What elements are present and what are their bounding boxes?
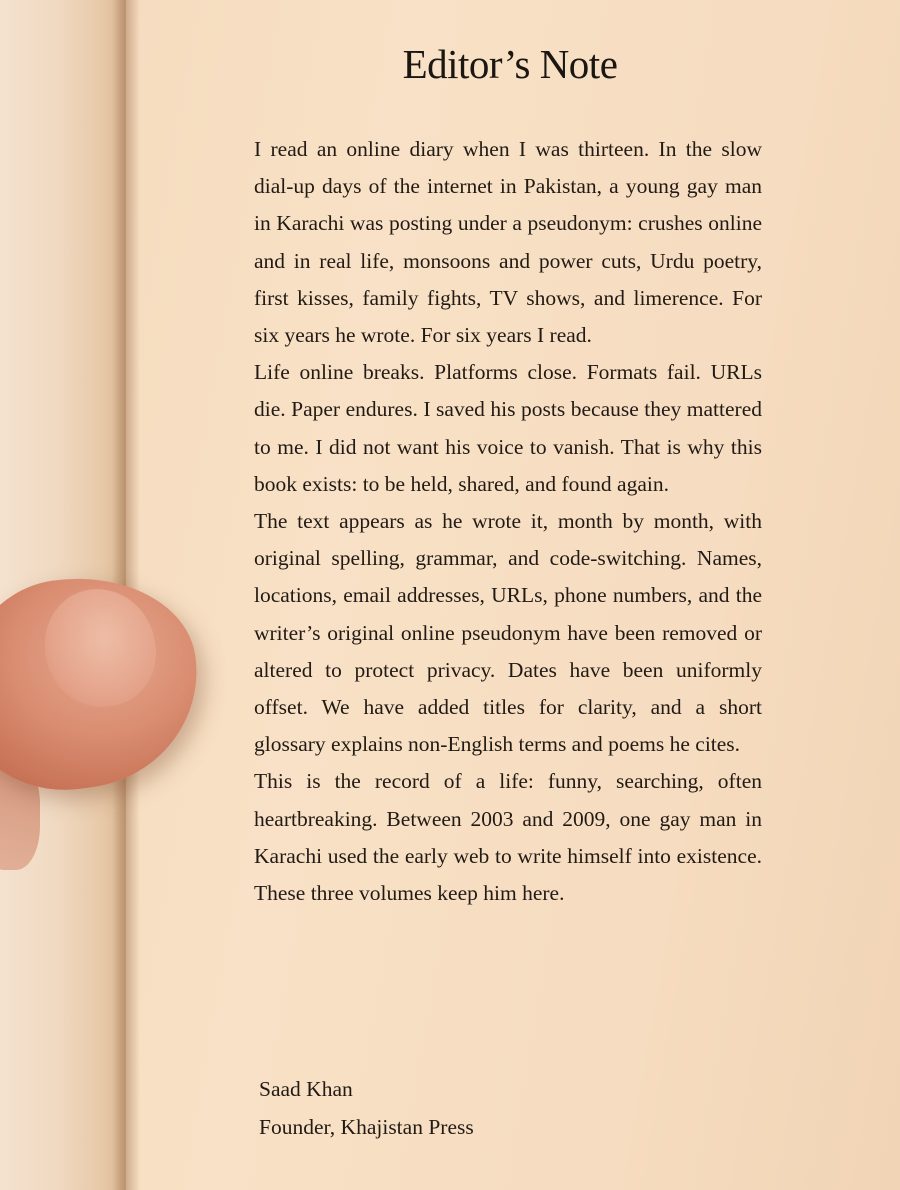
page-title: Editor’s Note: [402, 41, 618, 87]
signature-name: Saad Khan: [259, 1077, 353, 1101]
signature-block: [259, 1070, 474, 1146]
note-body: [254, 131, 762, 912]
paragraph-2: Life online breaks. Platforms close. Formats fail. URLs die. Paper endures. I saved his posts because they mattered to me. I did not want his voice to vanish. That is why this book exists: to be held, shared, and found again.: [254, 360, 762, 496]
paragraph-1: I read an online diary when I was thirteen. In the slow dial-up days of the internet in Pakistan, a young gay man in Karachi was posting under a pseudonym: crushes online and in real life, monsoons and power cuts, Urdu poetry, first kisses, family fights, TV shows, and limerence. For six years he wrote. For six years I read.: [254, 137, 762, 348]
paragraph-4: This is the record of a life: funny, searching, often heartbreaking. Between 2003 and 2009, one gay man in Karachi used the early web to write himself into existence. These three volumes keep him here.: [254, 769, 762, 906]
thumbnail-highlight: [38, 582, 163, 714]
signature-role: Founder, Khajistan Press: [259, 1115, 474, 1139]
paragraph-3: The text appears as he wrote it, month by month, with original spelling, grammar, and code-switching. Names, locations, email addresses, URLs, phone numbers, and the writer’s original online pseudonym have been removed or altered to protect privacy. Dates have been uniformly offset. We have added titles for clarity, and a short glossary explains non-English terms and poems he cites.: [254, 509, 762, 757]
